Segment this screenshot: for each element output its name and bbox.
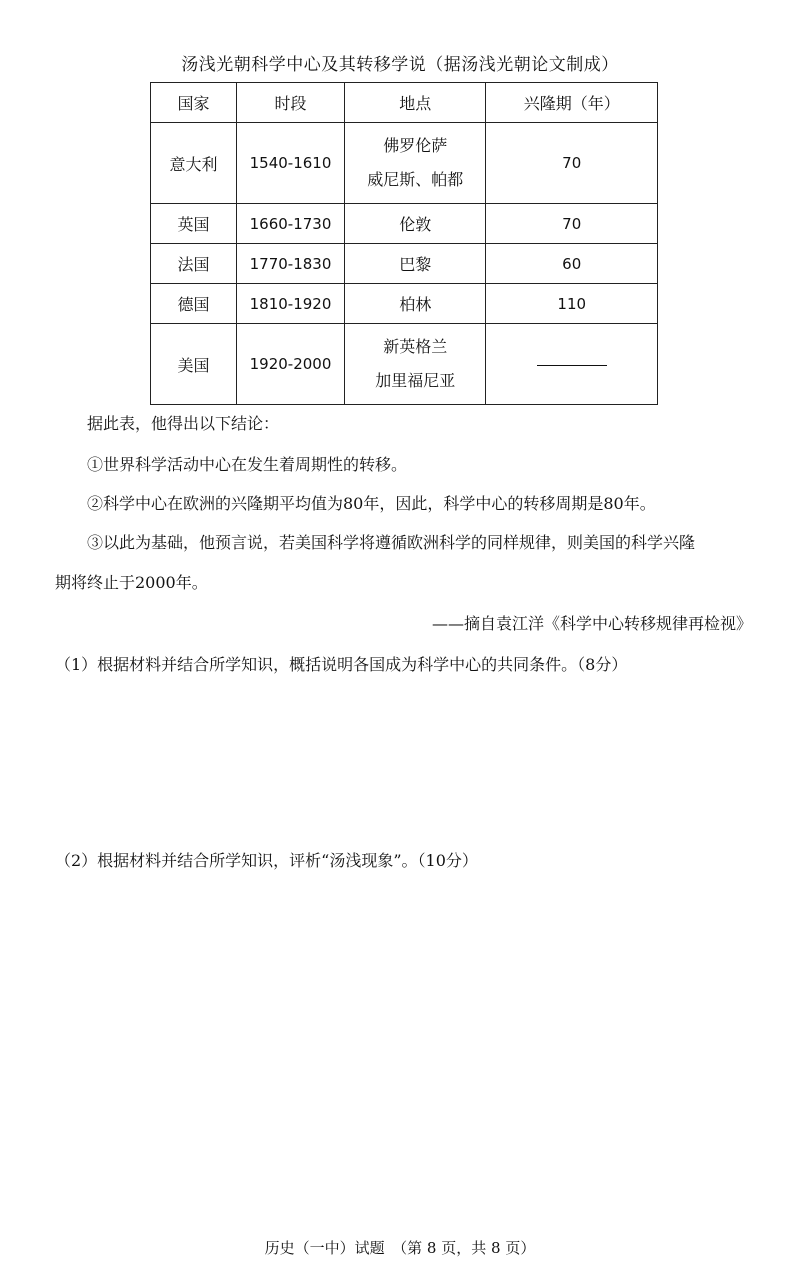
table-row: [151, 244, 658, 284]
cell-period: 1920-2000: [236, 324, 344, 405]
cell-place: [345, 324, 486, 405]
cell-period: 1660-1730: [236, 204, 344, 244]
question-1: （1）根据材料并结合所学知识，概括说明各国成为科学中心的共同条件。（8分）: [55, 655, 628, 674]
header-place: 地点: [345, 83, 486, 123]
cell-rise: 110: [486, 284, 658, 324]
conclusion-item-3-continued: 期将终止于2000年。: [55, 573, 208, 592]
header-period: 时段: [236, 83, 344, 123]
place-line: 佛罗伦萨: [383, 136, 448, 155]
place-line: 加里福尼亚: [375, 371, 456, 390]
cell-country: 美国: [151, 324, 237, 405]
table-header-row: [151, 83, 658, 123]
cell-period: 1810-1920: [236, 284, 344, 324]
cell-rise-blank: [486, 324, 658, 405]
place-line: 威尼斯、帕都: [367, 170, 464, 189]
cell-country: 法国: [151, 244, 237, 284]
cell-rise: 70: [486, 204, 658, 244]
cell-rise: 60: [486, 244, 658, 284]
cell-place: 巴黎: [345, 244, 486, 284]
source-citation: ——摘自袁江洋《科学中心转移规律再检视》: [431, 614, 752, 633]
cell-country: 德国: [151, 284, 237, 324]
table-row: [151, 123, 658, 204]
science-center-table: [150, 82, 658, 405]
cell-period: 1540-1610: [236, 123, 344, 204]
header-country: 国家: [151, 83, 237, 123]
fill-in-blank-line: [537, 364, 607, 366]
cell-country: 意大利: [151, 123, 237, 204]
table-row: [151, 284, 658, 324]
conclusion-intro: 据此表，他得出以下结论：: [87, 414, 280, 433]
cell-place: 柏林: [345, 284, 486, 324]
cell-place: 伦敦: [345, 204, 486, 244]
cell-rise: 70: [486, 123, 658, 204]
table-row: [151, 204, 658, 244]
conclusion-item-3: ③以此为基础，他预言说，若美国科学将遵循欧洲科学的同样规律，则美国的科学兴隆: [87, 533, 696, 552]
table-row: [151, 324, 658, 405]
question-2: （2）根据材料并结合所学知识，评析“汤浅现象”。（10分）: [55, 851, 478, 870]
place-line: 新英格兰: [383, 337, 448, 356]
cell-place: [345, 123, 486, 204]
cell-period: 1770-1830: [236, 244, 344, 284]
page-footer: 历史（一中）试题 （第 8 页，共 8 页）: [264, 1239, 536, 1257]
table-title: 汤浅光朝科学中心及其转移学说（据汤浅光朝论文制成）: [181, 55, 619, 75]
conclusion-item-2: ②科学中心在欧洲的兴隆期平均值为80年，因此，科学中心的转移周期是80年。: [87, 494, 656, 513]
cell-country: 英国: [151, 204, 237, 244]
conclusion-item-1: ①世界科学活动中心在发生着周期性的转移。: [87, 455, 408, 474]
header-rise-period: 兴隆期（年）: [486, 83, 658, 123]
